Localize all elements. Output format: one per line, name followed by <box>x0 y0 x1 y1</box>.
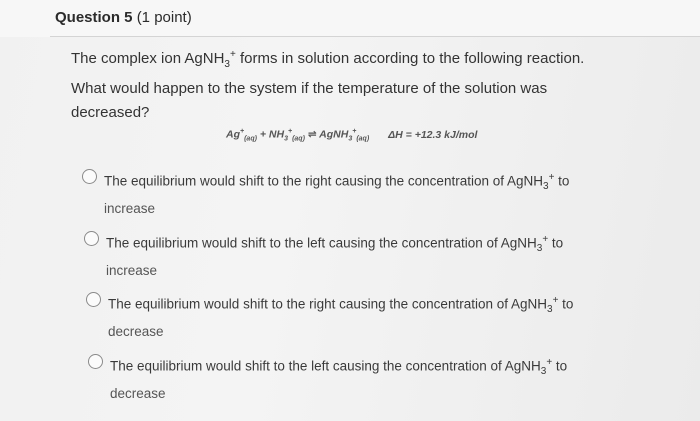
answer-option-text: The equilibrium would shift to the right causing the concentration of AgNH$_3$+ to increase <box>104 172 570 217</box>
question-title <box>55 9 192 26</box>
radio-button[interactable] <box>88 354 103 369</box>
prompt-line-1: The complex ion AgNH$_3$+ forms in solution according to the following reaction. <box>71 49 585 70</box>
question-number: Question 5 <box>55 9 133 26</box>
reaction-equation: $Ag^+_{(aq)} + NH_3^+_{(aq)}$ ⇌ AgNH$_3$+$_{(aq)}$ ΔH = +12.3 kJ/mol <box>226 128 478 143</box>
enthalpy-label: ΔH = +12.3 kJ/mol <box>388 128 478 141</box>
answer-option-text: The equilibrium would shift to the left causing the concentration of AgNH$_3$+ to increase <box>106 234 564 279</box>
prompt-line-3: decreased? <box>71 104 150 121</box>
question-prompt <box>71 43 671 125</box>
radio-button[interactable] <box>86 292 101 307</box>
answer-option-text: The equilibrium would shift to the left causing the concentration of AgNH$_3$+ to decrease <box>110 357 568 402</box>
answer-option-text: The equilibrium would shift to the right causing the concentration of AgNH$_3$+ to decrease <box>108 295 574 340</box>
header-divider <box>50 36 700 37</box>
radio-button[interactable] <box>82 169 97 184</box>
question-header <box>0 0 700 37</box>
question-points: (1 point) <box>136 9 192 26</box>
radio-button[interactable] <box>84 231 99 246</box>
prompt-line-2: What would happen to the system if the temperature of the solution was <box>71 80 548 97</box>
